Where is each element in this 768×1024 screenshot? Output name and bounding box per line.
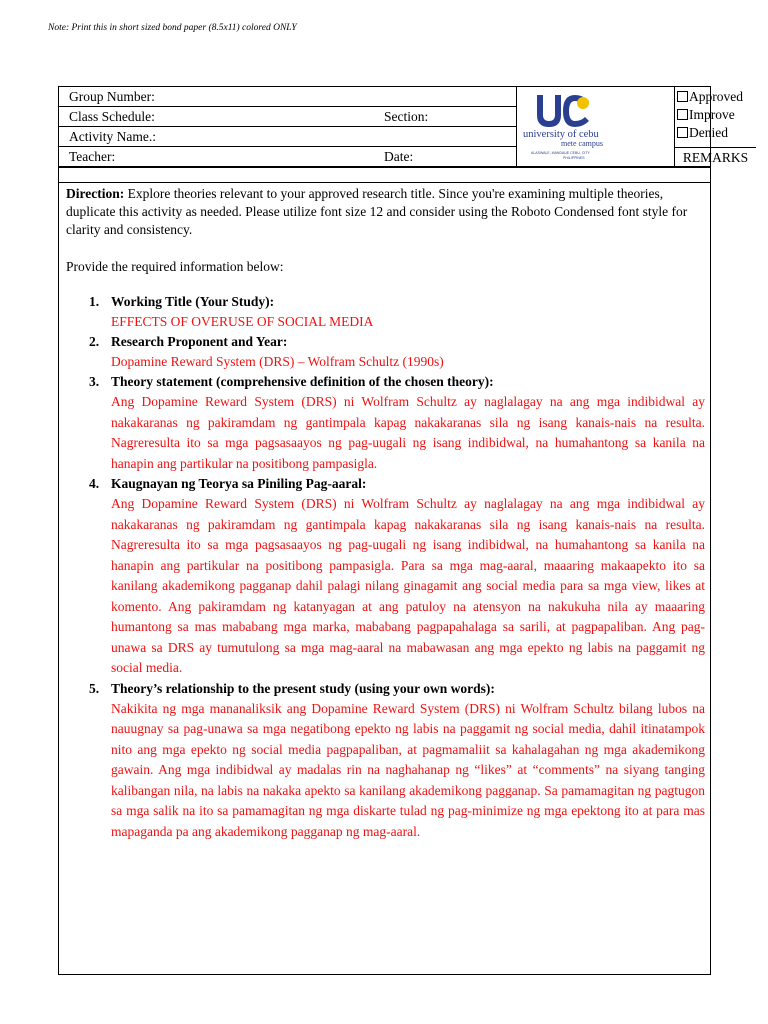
logo-address-text: ALASWALE, MANDAUE CEBU, CITY — [531, 151, 590, 155]
check-denied-label: Denied — [689, 124, 728, 140]
item-number: 5. — [89, 680, 100, 696]
item-heading: Kaugnayan ng Teorya sa Piniling Pag-aaral: — [111, 476, 367, 491]
content-box — [58, 167, 711, 975]
date-label: Date: — [384, 149, 414, 164]
group-number-label: Group Number: — [69, 89, 155, 104]
print-note: Note: Print this in short sized bond paper (8.5x11) colored ONLY — [48, 23, 297, 33]
check-denied[interactable] — [675, 124, 756, 141]
item-heading: Theory’s relationship to the present study (using your own words): — [111, 680, 495, 696]
item-answer: Nakikita ng mga mananaliksik ang Dopamine Reward System (DRS) ni Wolfram Schultz bilang lubos na nauugnay sa pag-unawa sa mga negatibong epekto ng labis na paggamit ng social media, dahil itinatampok nito ang mga epekto ng social media pagpapaliban, at pagmamaliit sa kahalagahan ng mga akademikong gawain. Ang mga indibidwal ay madalas rin na naghahanap ng “likes” at “comments” na siyang tanging kalibangan nila, na labis na nakaka apekto sa kanilang akademikong pagganap. Sa pamamagitan ng pagtugon sa mga salik na ito sa pamamagitan ng mga diskarte tulad ng pag-minimize ng mga epektong ito at para mas mapaganda pa ang akademikong pagganap ng mag-aaral. — [111, 700, 705, 839]
item-number: 4. — [89, 476, 100, 491]
uc-logo-graphic — [517, 87, 676, 167]
check-approved[interactable] — [675, 88, 756, 105]
item-heading: Research Proponent and Year: — [111, 334, 288, 349]
item-heading: Working Title (Your Study): — [111, 294, 275, 309]
row-teacher — [59, 147, 516, 167]
header-table — [58, 86, 749, 167]
item-answer: Dopamine Reward System (DRS) – Wolfram Schultz (1990s) — [111, 354, 444, 369]
logo-campus-text: mete campus — [561, 139, 603, 148]
row-group-number — [59, 87, 516, 107]
list-item — [89, 474, 705, 679]
section-label: Section: — [384, 109, 429, 124]
item-number: 1. — [89, 294, 100, 309]
class-schedule-label: Class Schedule: — [69, 109, 155, 124]
list-item — [89, 372, 705, 474]
item-heading: Theory statement (comprehensive definition of the chosen theory): — [111, 374, 494, 389]
row-activity-name — [59, 127, 516, 147]
item-number: 2. — [89, 334, 100, 349]
activity-name-label: Activity Name.: — [69, 129, 156, 144]
direction-text: Explore theories relevant to your approved research title. Since you're examining multiple theories, duplicate this activity as needed. Please utilize font size 12 and consider using the Roboto Condensed font style for clarity and consistency. — [66, 186, 688, 237]
checkbox-icon[interactable] — [677, 109, 688, 120]
university-logo — [517, 87, 676, 167]
checkbox-icon[interactable] — [677, 127, 688, 138]
teacher-label: Teacher: — [69, 149, 116, 164]
direction-label: Direction: — [66, 186, 125, 201]
question-list — [89, 292, 705, 842]
approval-checkboxes — [675, 87, 756, 147]
list-item — [89, 292, 705, 332]
checkbox-icon[interactable] — [677, 91, 688, 102]
remarks-label: REMARKS — [675, 147, 756, 167]
logo-country-text: PHILIPPINES — [563, 156, 585, 160]
provide-instruction: Provide the required information below: — [66, 259, 284, 274]
item-answer: Ang Dopamine Reward System (DRS) ni Wolfram Schultz ay naglalagay na ang mga indibidwal ay nakakaranas ng pakiramdam ng gantimpala kapag nakakaranas sila ng isang kanais-nais na resulta. Nagreresulta ito sa mga pagsasaayos ng pag-uugali ng isang indibidwal, na humahantong sa kanila na hanapin ang partikular na positibong pampasigla. Para sa mga mag-aaral, maaaring makaapekto ito sa kanilang akademikong pagganap dahil palagi nilang ginagamit ang social media para sa mga view, likes at komento. Ang pakiramdam ng katanyagan at ang patuloy na atensyon na nakukuha nila ay maaaring humantong sa mas mababang mga marka, mababang pagpapahalaga sa sarili, at pagpapaliban. Ang pag-unawa sa DRS ay tumutulong sa mga mag-aaral na mabawasan ang mga epekto ng labis na paggamit ng social media. — [111, 496, 705, 675]
direction-paragraph — [66, 185, 696, 239]
check-improve[interactable] — [675, 106, 756, 123]
item-answer: EFFECTS OF OVERUSE OF SOCIAL MEDIA — [111, 314, 374, 329]
logo-name-text: university of cebu — [523, 129, 599, 140]
list-item — [89, 332, 705, 372]
check-approved-label: Approved — [689, 88, 743, 104]
check-improve-label: Improve — [689, 106, 735, 122]
row-class-schedule — [59, 107, 516, 127]
item-answer: Ang Dopamine Reward System (DRS) ni Wolfram Schultz ay naglalagay na ang mga indibidwal ay nakakaranas ng pakiramdam ng gantimpala kapag nakakaranas sila ng isang kanais-nais na resulta. Nagreresulta ito sa mga pagsasaayos ng pag-uugali ng isang indibidwal, na humahantong sa kanila na hanapin ang partikular na positibong pampasigla. — [111, 394, 705, 471]
list-item — [89, 679, 705, 843]
item-number: 3. — [89, 374, 100, 389]
logo-cell — [516, 87, 675, 167]
separator-strip — [59, 168, 710, 183]
